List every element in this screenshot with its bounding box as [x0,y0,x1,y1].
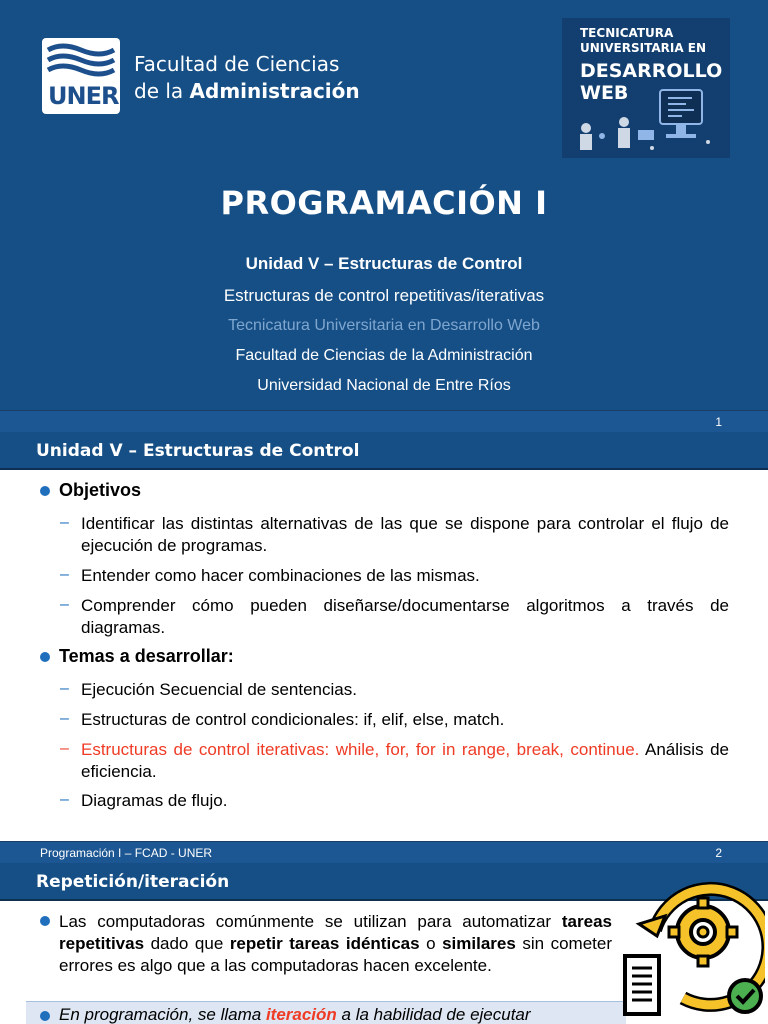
dash-icon: – [60,566,69,583]
objectives-title: Objetivos [59,480,142,500]
topics-title: Temas a desarrollar: [59,646,234,666]
faculty-name: Facultad de Ciencias de la Administración [235,347,533,364]
slide2-title: Unidad V – Estructuras de Control [36,441,360,461]
unit-title: Unidad V – Estructuras de Control [245,254,523,273]
topic-item: Ejecución Secuencial de sentencias. [81,680,357,699]
title-slide [0,0,768,410]
objective-item: Entender como hacer combinaciones de las mismas. [81,566,480,585]
dash-icon: – [60,680,69,697]
slide2-content [0,470,768,841]
paragraph: Las computadoras comúnmente se utilizan para automatizar tareas repetitivas dado que repetir tareas idénticas o similares sin cometer errores es algo que a las computadoras hacen excelente. [59,912,613,975]
waves-icon [42,38,120,82]
dash-icon: – [60,740,69,757]
badge-small-text: TECNICATURA UNIVERSITARIA EN [580,26,707,55]
bullet-icon [40,1011,50,1021]
faculty-name-line1: Facultad de Ciencias [134,52,340,76]
career-name: Tecnicatura Universitaria en Desarrollo Web [228,317,540,334]
bullet-icon [40,652,50,662]
page-number: 2 [715,846,722,860]
objective-item: Comprender cómo pueden diseñarse/documentarse algoritmos a través de diagramas. [81,596,729,637]
page-number: 1 [715,415,722,429]
faculty-name-line2: de la Administración [134,79,360,103]
dash-icon: – [60,791,69,808]
automation-gear-icon [615,870,765,1020]
dash-icon: – [60,596,69,613]
logo-text: UNER [48,82,119,110]
topic-item: Estructuras de control condicionales: if, elif, else, match. [81,710,505,729]
bullet-icon [40,486,50,496]
slide2-header [0,432,768,470]
presentation-title: PROGRAMACIÓN I [220,184,548,222]
footer-text: Programación I – FCAD - UNER [40,846,213,860]
slide1-footer [0,410,768,432]
objective-item: Identificar las distintas alternativas de las que se dispone para controlar el flujo de ejecución de programas. [81,514,729,555]
badge-big-text: DESARROLLO WEB [580,60,723,104]
university-name: Universidad Nacional de Entre Ríos [257,377,511,394]
unit-subtitle: Estructuras de control repetitivas/iterativas [223,286,545,305]
paragraph-italic: En programación, se llama iteración a la habilidad de ejecutar [59,1005,531,1024]
developers-illustration-icon [572,84,717,158]
slide3-title: Repetición/iteración [36,872,230,892]
topic-item: Diagramas de flujo. [81,791,228,810]
dash-icon: – [60,710,69,727]
bullet-icon [40,916,50,926]
dash-icon: – [60,514,69,531]
slide2-footer [0,841,768,863]
uner-logo [42,38,120,114]
topic-item-highlight: Estructuras de control iterativas: while, for, for in range, break, continue. Análisis de eficiencia. [81,740,729,781]
